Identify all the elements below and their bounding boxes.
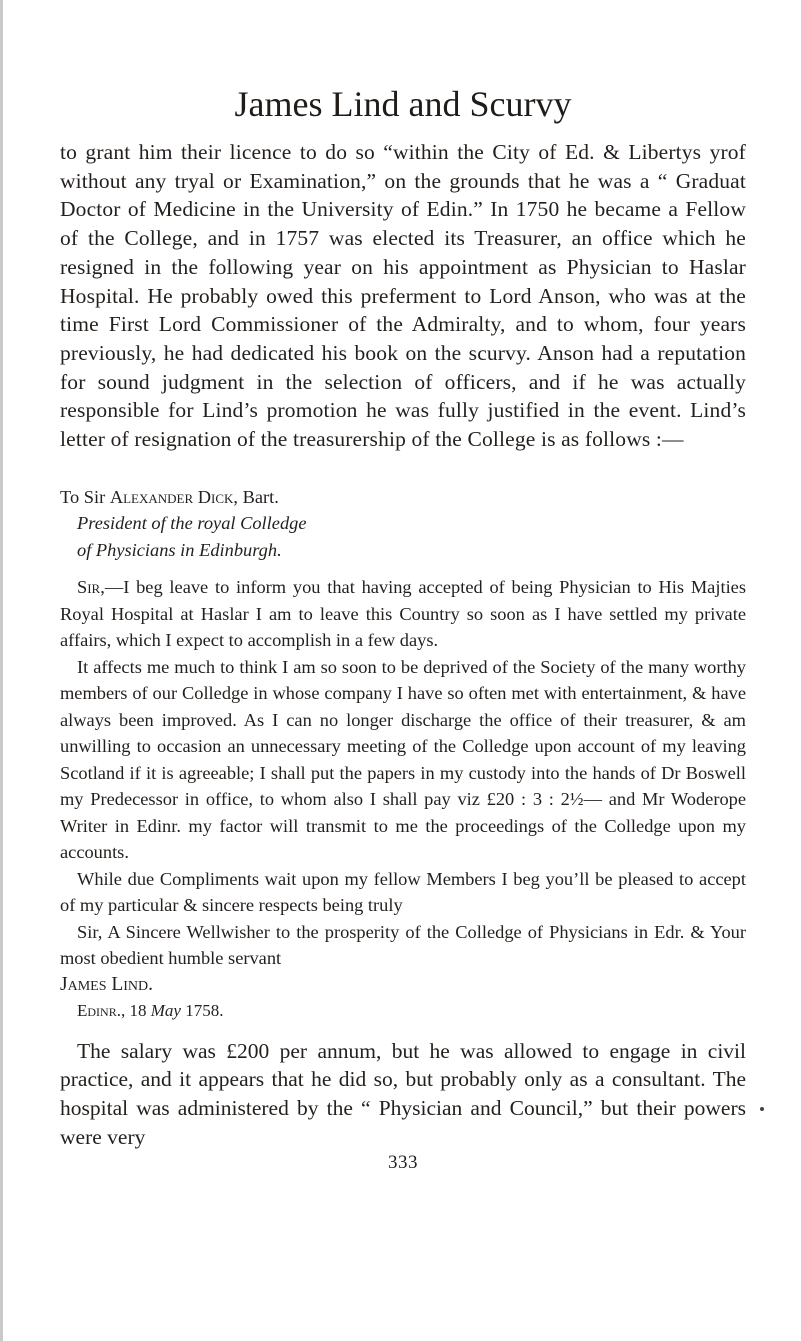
running-head-title: James Lind and Scurvy bbox=[234, 84, 572, 124]
date-year: 1758. bbox=[180, 1001, 224, 1021]
date-month: May bbox=[150, 1001, 181, 1021]
letter-paragraph-4: Sir, A Sincere Wellwisher to the prosperity of the Colledge of Physicians in Edr. & Your most obedient humble servant bbox=[60, 921, 746, 969]
letter-paragraph-1 bbox=[60, 574, 746, 654]
letter-paragraph-3: While due Compliments wait upon my fellow Members I beg you’ll be pleased to accept of my particular & sincere respects being truly bbox=[60, 868, 746, 916]
letter-signature: James Lind. bbox=[60, 973, 154, 995]
letter-address-line-2: President of the royal Colledge bbox=[77, 513, 307, 534]
date-place: Edinr., 18 bbox=[77, 1001, 151, 1021]
book-page bbox=[60, 84, 746, 1174]
body-text-continued bbox=[60, 1037, 746, 1152]
letter-dateline bbox=[60, 998, 746, 1025]
body-text bbox=[60, 138, 746, 454]
paragraph-2: The salary was £200 per annum, but he was allowed to engage in civil practice, and it appears that he did so, but probably only as a consultant. The hospital was administered by the “ Physician and Council,” but their powers were very bbox=[60, 1038, 746, 1149]
letter-body bbox=[60, 574, 746, 1025]
page-edge-shadow bbox=[0, 0, 3, 1341]
letter-address-line-3: of Physicians in Edinburgh. bbox=[77, 539, 282, 560]
paragraph-1: to grant him their licence to do so “within the City of Ed. & Libertys yrof without any tryal or Examination,” on the grounds that he was a “ Graduat Doctor of Medicine in the University of Edin.” In 1750 he became a Fellow of the College, and in 1757 was elected its Treasurer, an office which he resigned in the following year on his appointment as Physician to Haslar Hospital. He probably owed this preferment to Lord Anson, who was at the time First Lord Commissioner of the Admiralty, and to whom, four years previously, he had dedicated his book on the scurvy. Anson had a reputation for sound judgment in the selection of officers, and if he was actually responsible for Lind’s promotion he was fully justified in the event. Lind’s letter of resignation of the treasurership of the College is as follows :— bbox=[60, 140, 746, 452]
addressee-suffix: , Bart. bbox=[233, 486, 279, 507]
margin-mark bbox=[760, 1107, 764, 1111]
addressee-name: Alexander Dick bbox=[109, 486, 234, 507]
letter-paragraph-1-text: —I beg leave to inform you that having accepted of being Physician to His Majties Royal Hospital at Haslar I am to leave this Country so soon as I have settled my private affairs, which I expect to accomplish in a few days. bbox=[60, 577, 746, 651]
page-number: 333 bbox=[388, 1151, 418, 1173]
letter-address-line-1 bbox=[60, 484, 746, 511]
quoted-letter bbox=[60, 484, 746, 1025]
letter-paragraph-2: It affects me much to think I am so soon to be deprived of the Society of the many worthy members of our Colledge in whose company I have so often met with entertainment, & have always been improved. As I can no longer discharge the office of their treasurer, & am unwilling to occasion an unnecessary meeting of the Colledge upon account of my leaving Scotland if it is agreeable; I shall put the papers in my custody into the hands of Dr Boswell my Predecessor in office, to whom also I shall pay viz £20 : 3 : 2½— and Mr Woderope Writer in Edinr. my factor will transmit to me the proceedings of the Colledge upon my accounts. bbox=[60, 656, 746, 863]
address-prefix: To Sir bbox=[60, 486, 110, 507]
salutation: Sir, bbox=[77, 577, 105, 598]
